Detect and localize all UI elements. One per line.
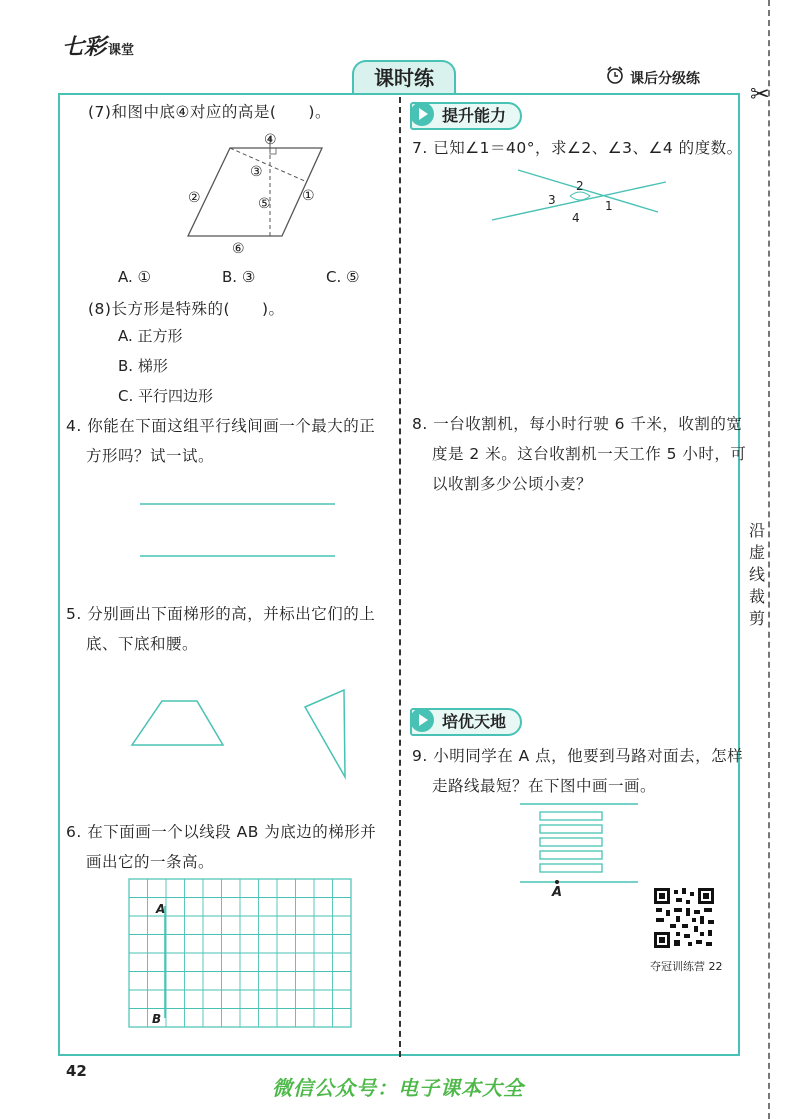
problem-6-line1: 6. 在下面画一个以线段 AB 为底边的梯形并 bbox=[66, 823, 377, 841]
page-number: 42 bbox=[66, 1062, 87, 1080]
label-2: ② bbox=[188, 190, 201, 206]
q7-option-c: C. ⑤ bbox=[326, 268, 360, 286]
problem-6-line2: 画出它的一条高。 bbox=[86, 853, 215, 871]
page-title: 课时练 bbox=[352, 60, 456, 94]
play-icon bbox=[410, 102, 434, 126]
problem-8-line3: 以收割多少公顷小麦？ bbox=[432, 475, 593, 493]
problem-9-line2: 走路线最短？在下图中画一画。 bbox=[432, 777, 657, 795]
problem-5-line2: 底、下底和腰。 bbox=[86, 635, 199, 653]
trapezoid-figures bbox=[125, 685, 355, 780]
point-a-label: A bbox=[156, 902, 166, 916]
point-b-label: B bbox=[152, 1012, 162, 1026]
level-label: 课后分级练 bbox=[630, 71, 700, 87]
label-5: ⑤ bbox=[258, 196, 271, 212]
section-header-2: 培优天地 bbox=[410, 708, 522, 736]
angle-4-label: 4 bbox=[572, 211, 580, 225]
qr-code bbox=[652, 886, 716, 950]
angle-1-label: 1 bbox=[605, 199, 613, 213]
q7-option-a: A. ① bbox=[118, 268, 151, 286]
label-1: ① bbox=[302, 188, 315, 204]
problem-5-line1: 5. 分别画出下面梯形的高，并标出它们的上 bbox=[66, 605, 376, 623]
road-crosswalk bbox=[518, 800, 642, 902]
grid-paper bbox=[128, 878, 354, 1030]
angle-3-label: 3 bbox=[548, 193, 556, 207]
footer-watermark: 微信公众号：电子课本大全 bbox=[272, 1076, 524, 1100]
play-icon bbox=[410, 708, 434, 732]
scissors-icon: ✂ bbox=[750, 80, 771, 108]
cut-line bbox=[768, 0, 770, 1119]
label-3: ③ bbox=[250, 164, 263, 180]
intersecting-lines bbox=[488, 168, 673, 228]
brand-logo: 七彩 课堂 bbox=[62, 34, 135, 60]
q8-option-b: B. 梯形 bbox=[118, 357, 168, 375]
label-6: ⑥ bbox=[232, 241, 245, 257]
problem-8-line1: 8. 一台收割机，每小时行驶 6 千米，收割的宽 bbox=[412, 415, 743, 433]
alarm-clock-icon bbox=[606, 66, 624, 84]
cut-instruction: 沿 虚 线 裁 剪 bbox=[746, 520, 768, 630]
parallelogram-figure bbox=[170, 128, 340, 258]
problem-8-line2: 度是 2 米。这台收割机一天工作 5 小时，可 bbox=[432, 445, 747, 463]
qr-caption: 夺冠训练营 22 bbox=[650, 960, 723, 973]
point-a-label: A bbox=[552, 885, 563, 900]
q8-stem: (8)长方形是特殊的( )。 bbox=[88, 300, 285, 318]
q7-stem: (7)和图中底④对应的高是( )。 bbox=[88, 103, 331, 121]
column-divider bbox=[399, 97, 401, 1057]
problem-7: 7. 已知∠1＝40°，求∠2、∠3、∠4 的度数。 bbox=[412, 139, 743, 157]
problem-4-line1: 4. 你能在下面这组平行线间画一个最大的正 bbox=[66, 417, 376, 435]
label-4: ④ bbox=[264, 132, 277, 148]
section-header-1: 提升能力 bbox=[410, 102, 522, 130]
problem-4-line2: 方形吗？试一试。 bbox=[86, 447, 215, 465]
q8-option-a: A. 正方形 bbox=[118, 327, 183, 345]
parallel-lines bbox=[130, 495, 340, 565]
q8-option-c: C. 平行四边形 bbox=[118, 387, 214, 405]
angle-2-label: 2 bbox=[576, 179, 584, 193]
problem-9-line1: 9. 小明同学在 A 点，他要到马路对面去，怎样 bbox=[412, 747, 744, 765]
q7-option-b: B. ③ bbox=[222, 268, 256, 286]
